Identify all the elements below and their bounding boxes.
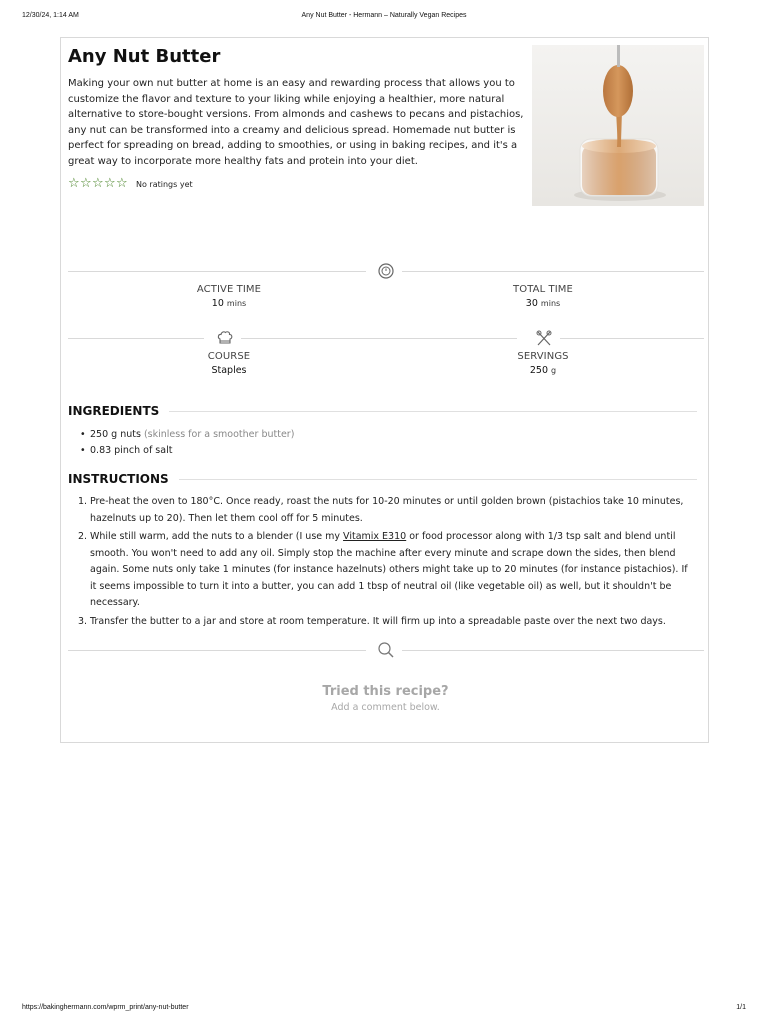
- step-number: 2.: [78, 531, 88, 542]
- tried-recipe-title: Tried this recipe?: [322, 684, 449, 699]
- ingredient-text: 0.83 pinch of salt: [90, 444, 173, 456]
- print-url: https://bakinghermann.com/wprm_print/any-nut-butter: [22, 1004, 189, 1011]
- vitamix-link[interactable]: Vitamix E310: [343, 531, 407, 542]
- course-label: COURSE: [207, 351, 251, 362]
- course: [149, 351, 309, 376]
- step-text: While still warm, add the nuts to a blender (I use my: [90, 531, 344, 542]
- recipe-rating[interactable]: [68, 177, 193, 191]
- step-number: 3.: [78, 615, 88, 627]
- total-time-unit: mins: [540, 299, 561, 308]
- ingredient-text: 250 g nuts: [90, 429, 141, 440]
- times-divider: [68, 261, 704, 281]
- list-item: [90, 427, 690, 443]
- servings-unit: g: [551, 366, 557, 375]
- recipe-summary: Making your own nut butter at home is an easy and rewarding process that allows you to customize the flavor and texture to your liking while enjoying a healthier, more natural alternative to store-bought versions. From almonds and cashews to pecans and pistachios, any nut can be transformed into a creamy and delicious spread. Homemade nut butter is perfect for spreading on bread, adding to smoothies, or using in baking recipes, and it's a great way to incorporate more healthy fats and protein into your diet.: [68, 78, 524, 167]
- active-time-value: 10: [211, 298, 224, 309]
- star-icon[interactable]: ☆: [92, 176, 104, 191]
- list-item: [90, 443, 690, 459]
- servings-label: SERVINGS: [517, 351, 569, 362]
- active-time-unit: mins: [226, 299, 247, 308]
- search-icon: [376, 640, 396, 660]
- nut-butter-jar-photo-icon: [532, 45, 704, 206]
- ingredients-heading-text: INGREDIENTS: [68, 404, 169, 418]
- star-icon[interactable]: ☆: [68, 176, 80, 191]
- recipe-card: [60, 37, 709, 743]
- utensils-icon: [534, 328, 554, 348]
- timer-icon: [376, 261, 396, 281]
- recipe-title: Any Nut Butter: [68, 46, 221, 67]
- total-time: [463, 284, 623, 309]
- chef-hat-icon: [215, 328, 235, 348]
- print-header: [0, 12, 768, 22]
- recipe-photo: [532, 45, 704, 206]
- list-item: [78, 529, 692, 612]
- print-page-number: 1/1: [736, 1004, 746, 1011]
- print-footer: [0, 1004, 768, 1014]
- list-item: [78, 614, 692, 631]
- total-time-label: TOTAL TIME: [513, 284, 573, 295]
- active-time-label: ACTIVE TIME: [196, 284, 262, 295]
- servings: [463, 351, 623, 376]
- rating-stars[interactable]: [68, 177, 128, 191]
- instructions-heading-text: INSTRUCTIONS: [68, 472, 179, 486]
- ingredients-heading: [68, 404, 697, 420]
- print-datetime: 12/30/24, 1:14 AM: [22, 12, 79, 19]
- ingredients-list: [90, 427, 690, 458]
- comment-divider: [68, 640, 704, 660]
- total-time-value: 30: [525, 298, 538, 309]
- course-value: Staples: [211, 365, 247, 376]
- star-icon[interactable]: ☆: [80, 176, 92, 191]
- print-page-title: Any Nut Butter - Hermann – Naturally Vegan Recipes: [301, 12, 467, 19]
- servings-value: 250: [529, 365, 549, 376]
- star-icon[interactable]: ☆: [116, 176, 128, 191]
- step-text: or food processor along with 1/3 tsp salt and blend until smooth. You won't need to add any oil. Simply stop the machine after every minute and scrape down the sides, then blend again. Some nuts only take 1 minutes (for instance hazelnuts) others might take up to 20 minutes (for instance pistachios). If it seems impossible to turn it into a butter, you can add 1 tbsp of neutral oil (like vegetable oil) as well, but it shouldn't be necessary.: [90, 531, 688, 608]
- tried-recipe-subtitle: Add a comment below.: [331, 702, 440, 713]
- active-time: [149, 284, 309, 309]
- list-item: [78, 494, 692, 527]
- instructions-heading: [68, 472, 697, 488]
- ingredient-note: (skinless for a smoother butter): [143, 429, 295, 440]
- step-number: 1.: [78, 496, 88, 507]
- instructions-list: [78, 494, 692, 632]
- details-divider: [68, 328, 704, 348]
- rating-text: No ratings yet: [136, 179, 193, 189]
- star-icon[interactable]: ☆: [104, 176, 116, 191]
- step-text: Pre-heat the oven to 180°C. Once ready, roast the nuts for 10-20 minutes or until golden brown (pistachios take 10 minutes, hazelnuts up to 20). Then let them cool off for 5 minutes.: [90, 496, 684, 524]
- step-text: Transfer the butter to a jar and store at room temperature. It will firm up into a spreadable paste over the next two days.: [90, 615, 666, 627]
